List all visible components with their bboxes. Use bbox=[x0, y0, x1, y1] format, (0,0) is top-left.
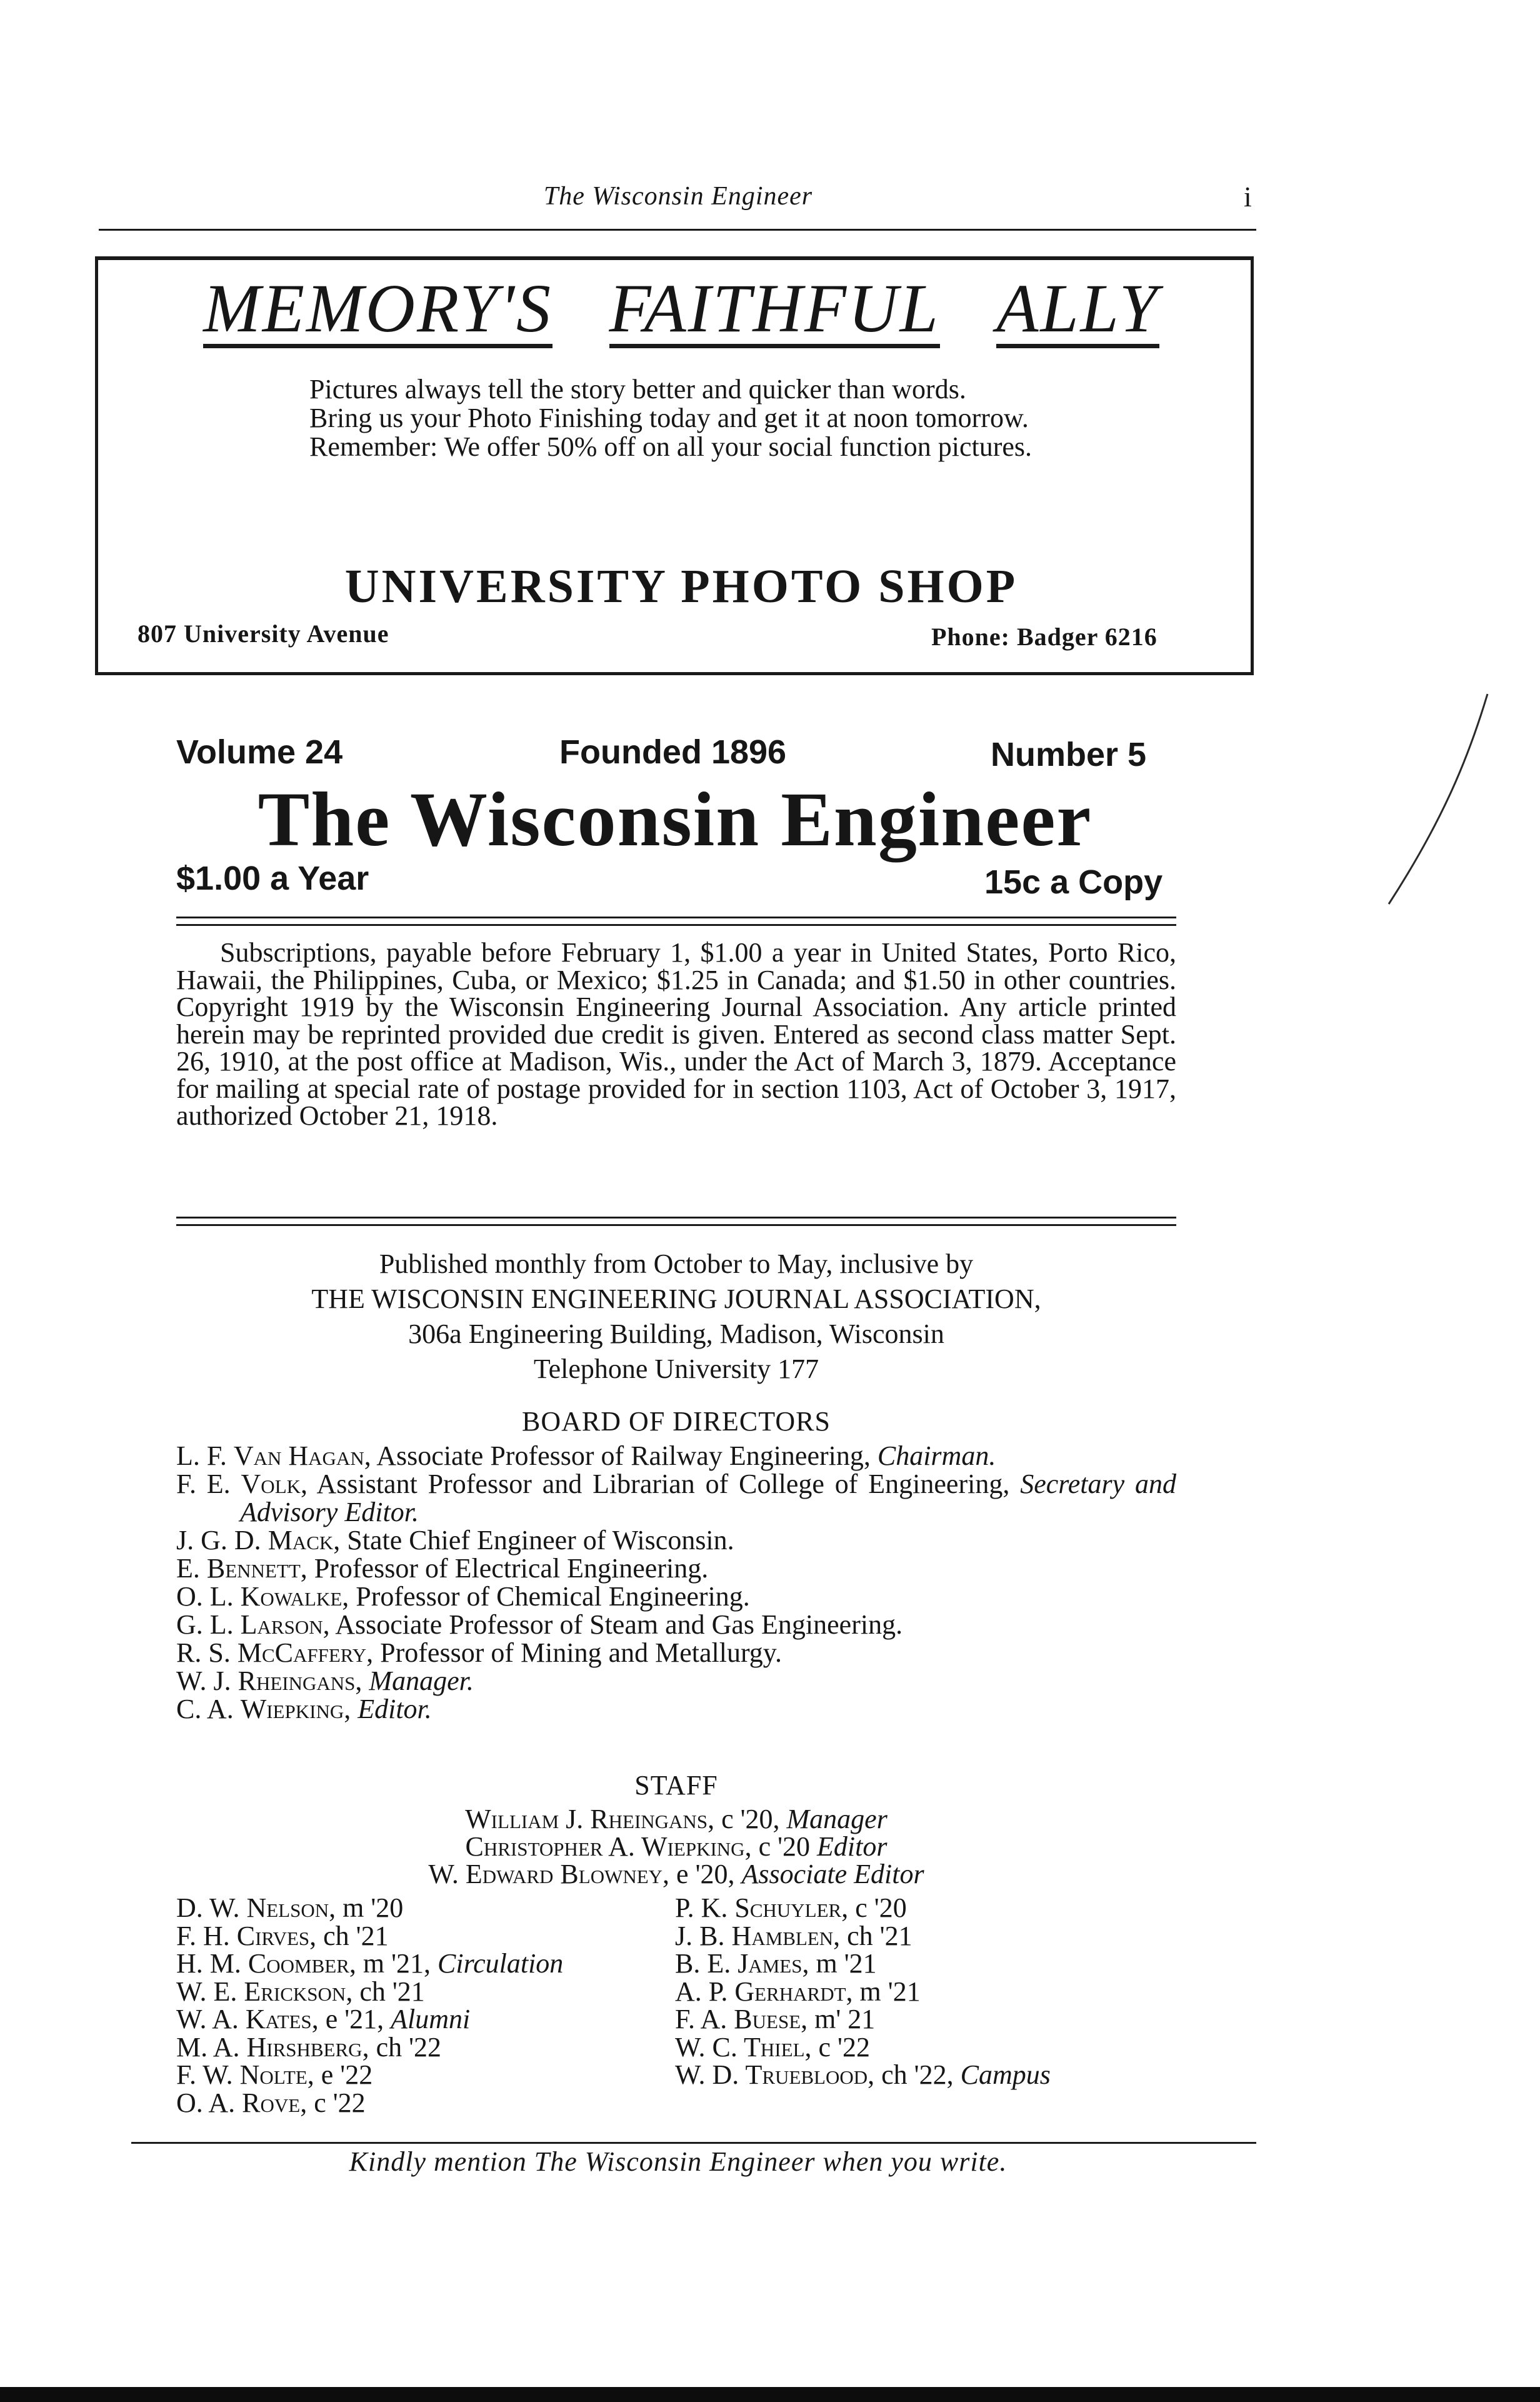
shop-name: UNIVERSITY PHOTO SHOP bbox=[344, 560, 1018, 613]
director-entry: F. E. Volk, Assistant Professor and Librarian of College of Engineering, Secretary and Advisory Editor. bbox=[176, 1469, 1177, 1527]
publisher-block bbox=[176, 1247, 1176, 1387]
ad-body-line: Pictures always tell the story better and quicker than words. bbox=[309, 374, 966, 405]
page-number: i bbox=[1244, 181, 1252, 213]
founded-label: Founded 1896 bbox=[559, 733, 787, 771]
staff-member: H. M. Coomber, m '21, Circulation bbox=[176, 1948, 564, 1979]
director-entry: W. J. Rheingans, Manager. bbox=[176, 1666, 474, 1696]
subscription-text: Subscriptions, payable before February 1, $1.00 a year in United States, Porto Rico, Hawaii, the Philippines, Cuba, or Mexico; $1.25 in Canada; and $1.50 in other countries. Copyright 1919 by the Wisconsin Engineering Journal Association. Any article printed herein may be reprinted provided due credit is given. Entered as second class matter Sept. 26, 1910, at the post office at Madison, Wis., under the Act of March 3, 1879. Acceptance for mailing at special rate of postage provided for in section 1103, Act of October 3, 1917, authorized October 21, 1918. bbox=[176, 937, 1176, 1131]
staff-member: M. A. Hirshberg, ch '22 bbox=[176, 2031, 442, 2063]
staff-member: D. W. Nelson, m '20 bbox=[176, 1892, 404, 1923]
director-entry: R. S. McCaffery, Professor of Mining and Metallurgy. bbox=[176, 1637, 782, 1668]
staff-member: W. C. Thiel, c '22 bbox=[675, 2031, 870, 2063]
ad-headline-word: MEMORY'S bbox=[203, 274, 552, 348]
ad-body-line: Bring us your Photo Finishing today and get it at noon tomorrow. bbox=[309, 403, 1029, 433]
ad-body-line: Remember: We offer 50% off on all your social function pictures. bbox=[309, 431, 1032, 462]
double-rule-top bbox=[176, 917, 1176, 918]
staff-member: F. W. Nolte, e '22 bbox=[176, 2059, 373, 2090]
masthead-title: The Wisconsin Engineer bbox=[258, 776, 1092, 862]
staff-member: P. K. Schuyler, c '20 bbox=[675, 1892, 907, 1923]
subscription-notice bbox=[176, 939, 1176, 1130]
shop-address: 807 University Avenue bbox=[138, 620, 389, 648]
yearly-price: $1.00 a Year bbox=[176, 860, 369, 897]
staff-member: F. H. Cirves, ch '21 bbox=[176, 1920, 389, 1951]
staff-heading: STAFF bbox=[634, 1770, 718, 1801]
staff-member: B. E. James, m '21 bbox=[675, 1948, 877, 1979]
staff-officer: Christopher A. Wiepking, c '20 Editor bbox=[465, 1831, 888, 1862]
ad-body bbox=[309, 375, 1066, 461]
publisher-telephone: Telephone University 177 bbox=[533, 1354, 819, 1384]
director-entry: G. L. Larson, Associate Professor of Steam and Gas Engineering. bbox=[176, 1609, 903, 1640]
footer-rule bbox=[131, 2142, 1256, 2144]
publisher-line: Published monthly from October to May, inclusive by bbox=[379, 1249, 974, 1279]
ad-headline-word: ALLY bbox=[996, 274, 1159, 348]
ad-headline-word: FAITHFUL bbox=[609, 274, 940, 348]
director-entry: L. F. Van Hagan, Associate Professor of Railway Engineering, Chairman. bbox=[176, 1440, 996, 1471]
staff-member: F. A. Buese, m' 21 bbox=[675, 2004, 876, 2034]
scan-bottom-edge bbox=[0, 2387, 1540, 2402]
running-header-title: The Wisconsin Engineer bbox=[543, 182, 813, 211]
director-entry: E. Bennett, Professor of Electrical Engineering. bbox=[176, 1553, 709, 1584]
publisher-address: 306a Engineering Building, Madison, Wisconsin bbox=[408, 1319, 944, 1349]
staff-right-column bbox=[675, 1894, 1051, 2089]
staff-member: W. A. Kates, e '21, Alumni bbox=[176, 2004, 471, 2034]
director-entry: J. G. D. Mack, State Chief Engineer of Wisconsin. bbox=[176, 1525, 734, 1555]
double-rule-top bbox=[176, 924, 1176, 926]
staff-member: O. A. Rove, c '22 bbox=[176, 2087, 366, 2118]
volume-label: Volume 24 bbox=[176, 733, 343, 771]
double-rule-bottom bbox=[176, 1217, 1176, 1219]
staff-left-column bbox=[176, 1894, 563, 2117]
ad-headline bbox=[0, 269, 1362, 348]
shop-phone: Phone: Badger 6216 bbox=[931, 623, 1158, 651]
board-list bbox=[176, 1442, 1176, 1723]
staff-officer: W. Edward Blowney, e '20, Associate Editor bbox=[428, 1859, 924, 1889]
director-entry: O. L. Kowalke, Professor of Chemical Engineering. bbox=[176, 1581, 750, 1612]
staff-officer: William J. Rheingans, c '20, Manager bbox=[465, 1804, 888, 1834]
publisher-name: THE WISCONSIN ENGINEERING JOURNAL ASSOCIATION, bbox=[311, 1284, 1041, 1314]
issue-number: Number 5 bbox=[991, 736, 1147, 773]
staff-officers bbox=[176, 1806, 1176, 1888]
board-heading: BOARD OF DIRECTORS bbox=[522, 1406, 831, 1437]
staff-member: W. E. Erickson, ch '21 bbox=[176, 1976, 425, 2007]
director-entry: C. A. Wiepking, Editor. bbox=[176, 1694, 432, 1724]
header-rule bbox=[99, 229, 1256, 231]
footer-note: Kindly mention The Wisconsin Engineer when you write. bbox=[349, 2146, 1008, 2177]
staff-member: A. P. Gerhardt, m '21 bbox=[675, 1976, 921, 2007]
staff-member: W. D. Trueblood, ch '22, Campus bbox=[675, 2059, 1051, 2090]
copy-price: 15c a Copy bbox=[984, 863, 1163, 901]
staff-member: J. B. Hamblen, ch '21 bbox=[675, 1920, 912, 1951]
margin-pencil-mark bbox=[1375, 688, 1500, 913]
double-rule-bottom bbox=[176, 1224, 1176, 1226]
